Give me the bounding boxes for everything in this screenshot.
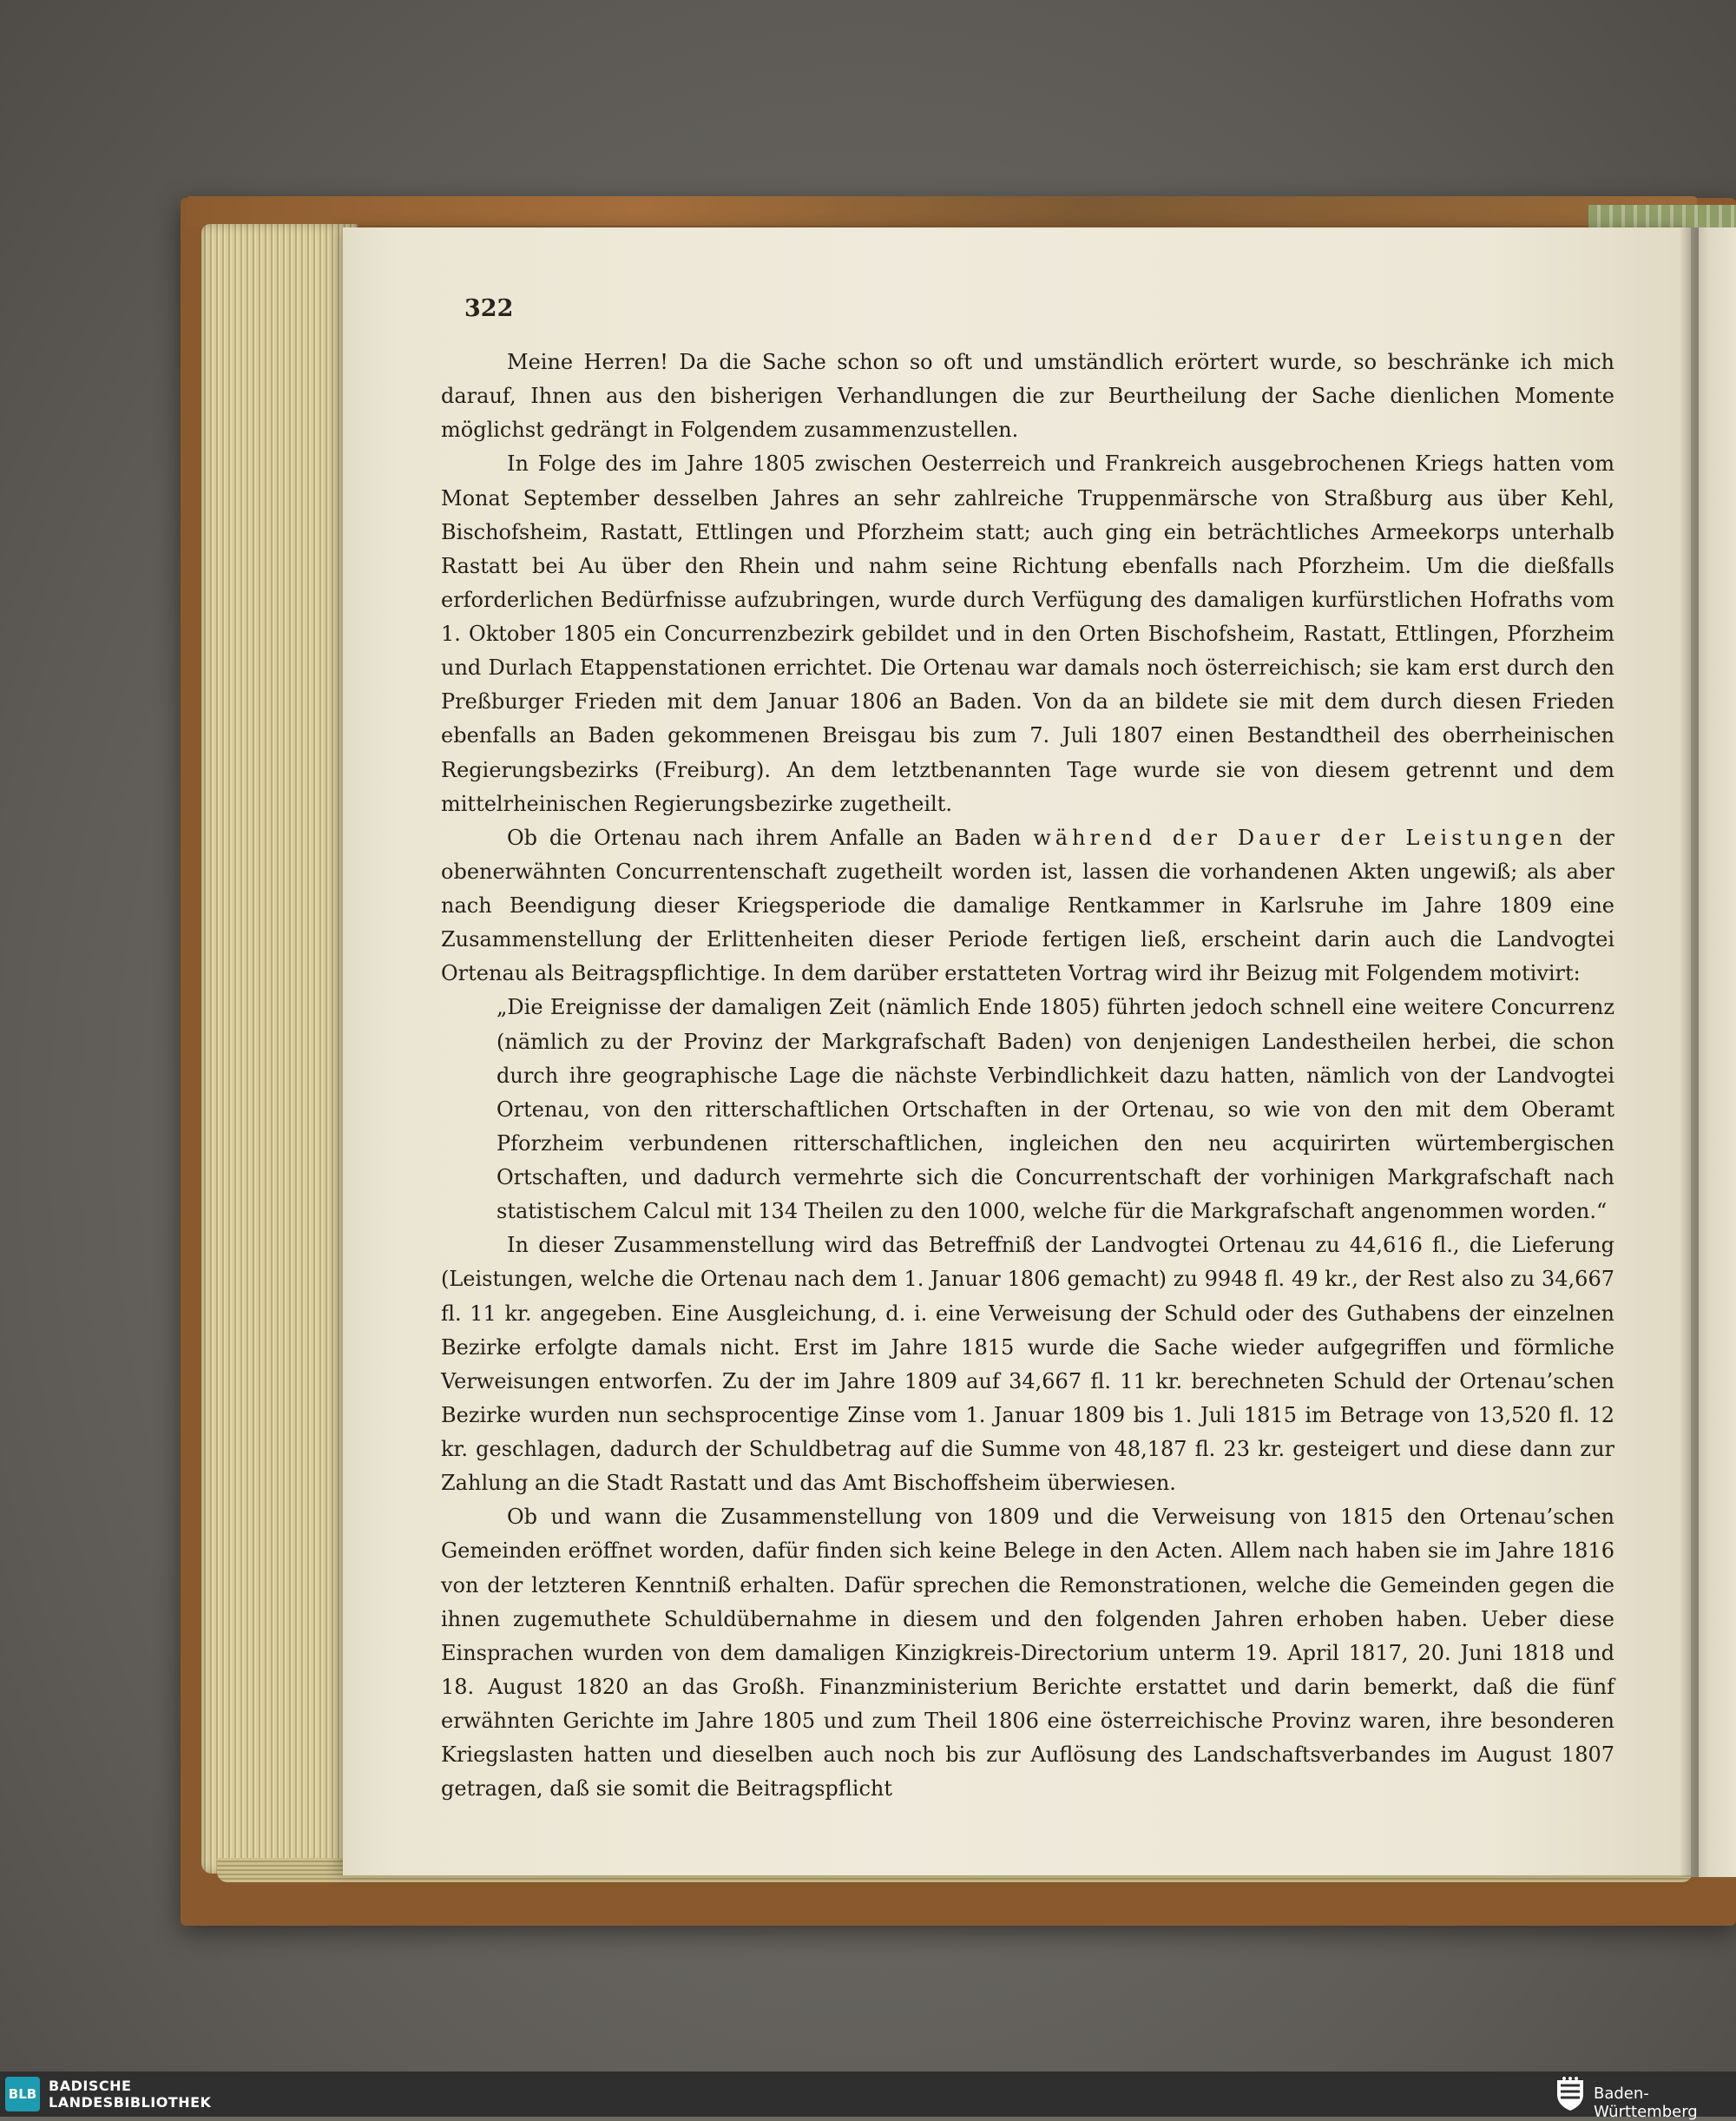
- page-number: 322: [464, 295, 514, 322]
- state-name: Baden-Württemberg: [1594, 2085, 1698, 2121]
- gutter-shadow: [1680, 227, 1699, 1877]
- book-cover-top-edge: [187, 196, 1697, 226]
- paragraph-3-after: der obenerwähnten Concurrentenschaft zugetheilt worden ist, lassen die vorhandenen Akten ungewiß; als aber nach Beendigung dieser Kriegsperiode die damalige Rentkammer in Karlsruhe im Jahre 1809 eine Zusammenstellung der Erlittenheiten dieser Periode fertigen ließ, erscheint darin auch die Landvogtei Ortenau als Beitragspflichtige. In dem darüber erstatteten Vortrag wird ihr Beizug mit Folgendem motivirt:: [441, 825, 1614, 986]
- paragraph-5: In dieser Zusammenstellung wird das Betreffniß der Landvogtei Ortenau zu 44,616 fl., die Lieferung (Leistungen, welche die Ortenau nach dem 1. Januar 1806 gemacht) zu 9948 fl. 49 kr., der Rest also zu 34,667 fl. 11 kr. angegeben. Eine Ausgleichung, d. i. eine Verweisung der Schuld oder des Guthabens der einzelnen Bezirke erfolgte damals nicht. Erst im Jahre 1815 wurde die Sache wieder aufgegriffen und förmliche Verweisungen entworfen. Zu der im Jahre 1809 auf 34,667 fl. 11 kr. berechneten Schuld der Ortenau’schen Bezirke wurden nun sechsprocentige Zinse vom 1. Januar 1809 bis 1. Juli 1815 im Betrage von 13,520 fl. 12 kr. geschlagen, dadurch der Schuldbetrag auf die Summe von 48,187 fl. 23 kr. gesteigert und diese dann zur Zahlung an die Stadt Rastatt und das Amt Bischoffsheim überwiesen.: [441, 1233, 1614, 1496]
- library-name-line-1: BADISCHE: [49, 2078, 132, 2094]
- quoted-paragraph: „Die Ereignisse der damaligen Zeit (nämlich Ende 1805) führten jedoch schnell eine weitere Concurrenz (nämlich zu der Provinz der Markgrafschaft Baden) von denjenigen Landestheilen herbei, die schon durch ihre geographische Lage die nächste Verbindlichkeit dazu hatten, nämlich von der Landvogtei Ortenau, von den ritterschaftlichen Ortschaften in der Ortenau, so wie von den mit dem Oberamt Pforzheim verbundenen ritterschaftlichen, ingleichen den neu acquirirten würtembergischen Ortschaften, und dadurch vermehrte sich die Concurrentschaft der vorhinigen Markgrafschaft nach statistischem Calcul mit 134 Theilen zu den 1000, welche für die Markgrafschaft angenommen worden.“: [496, 995, 1614, 1224]
- blb-logo[interactable]: BLB: [5, 2077, 40, 2111]
- paragraph-2: In Folge des im Jahre 1805 zwischen Oesterreich und Frankreich ausgebrochenen Kriegs hatten vom Monat September desselben Jahres an sehr zahlreiche Truppenmärsche von Straßburg aus über Kehl, Bischofsheim, Rastatt, Ettlingen und Pforzheim statt; auch ging ein beträchtliches Armeekorps unterhalb Rastatt bei Au über den Rhein und nahm seine Richtung ebenfalls nach Pforzheim. Um die dießfalls erforderlichen Bedürfnisse aufzubringen, wurde durch Verfügung des damaligen kurfürstlichen Hofraths vom 1. Oktober 1805 ein Concurrenzbezirk gebildet und in den Orten Bischofsheim, Rastatt, Ettlingen, Pforzheim und Durlach Etappenstationen errichtet. Die Ortenau war damals noch österreichisch; sie kam erst durch den Preßburger Frieden mit dem Januar 1806 an Baden. Von da an bildete sie mit dem durch diesen Frieden ebenfalls an Baden gekommenen Breisgau bis zum 7. Juli 1807 einen Bestandtheil des oberrheinischen Regierungsbezirks (Freiburg). An dem letztbenannten Tage wurde sie von diesem getrennt und dem mittelrheinischen Regierungsbezirke zugetheilt.: [441, 451, 1614, 816]
- baden-wuerttemberg-coat-of-arms-icon: [1554, 2077, 1587, 2111]
- paragraph-3: [441, 821, 1614, 991]
- paragraph-3-before: Ob die Ortenau nach ihrem Anfalle an Baden: [507, 825, 1034, 850]
- library-name-line-2: LANDESBIBLIOTHEK: [49, 2094, 212, 2111]
- page-block-edges: [201, 224, 358, 1874]
- paragraph-6: Ob und wann die Zusammenstellung von 1809 und die Verweisung von 1815 den Ortenau’schen Gemeinden eröffnet worden, dafür finden sich keine Belege in den Acten. Allem nach haben sie im Jahre 1816 von der letzteren Kenntniß erhalten. Dafür sprechen die Remonstrationen, welche die Gemeinden gegen die ihnen zugemuthete Schuldübernahme in diesem und den folgenden Jahren erhoben haben. Ueber diese Einsprachen wurden von dem damaligen Kinzigkreis-Directorium unterm 19. April 1817, 20. Juni 1818 und 18. August 1820 an das Großh. Finanzministerium Berichte erstattet und darin bemerkt, daß die fünf erwähnten Gerichte im Jahre 1805 und zum Theil 1806 eine österreichische Provinz waren, ihre besonderen Kriegslasten hatten und dieselben auch noch bis zur Auflösung des Landschaftsverbandes im August 1807 getragen, daß sie somit die Beitragspflicht: [441, 1505, 1614, 1802]
- footer-bar: [0, 2072, 1736, 2121]
- paragraph-1: Meine Herren! Da die Sache schon so oft und umständlich erörtert wurde, so beschränke ich mich darauf, Ihnen aus den bisherigen Verhandlungen die zur Beurtheilung der Sache dienlichen Momente möglichst gedrängt in Folgendem zusammenzustellen.: [441, 350, 1614, 443]
- paragraph-3-spaced: während der Dauer der Leistungen: [1033, 825, 1568, 850]
- library-name: [49, 2078, 211, 2111]
- page-text: [441, 287, 1614, 1806]
